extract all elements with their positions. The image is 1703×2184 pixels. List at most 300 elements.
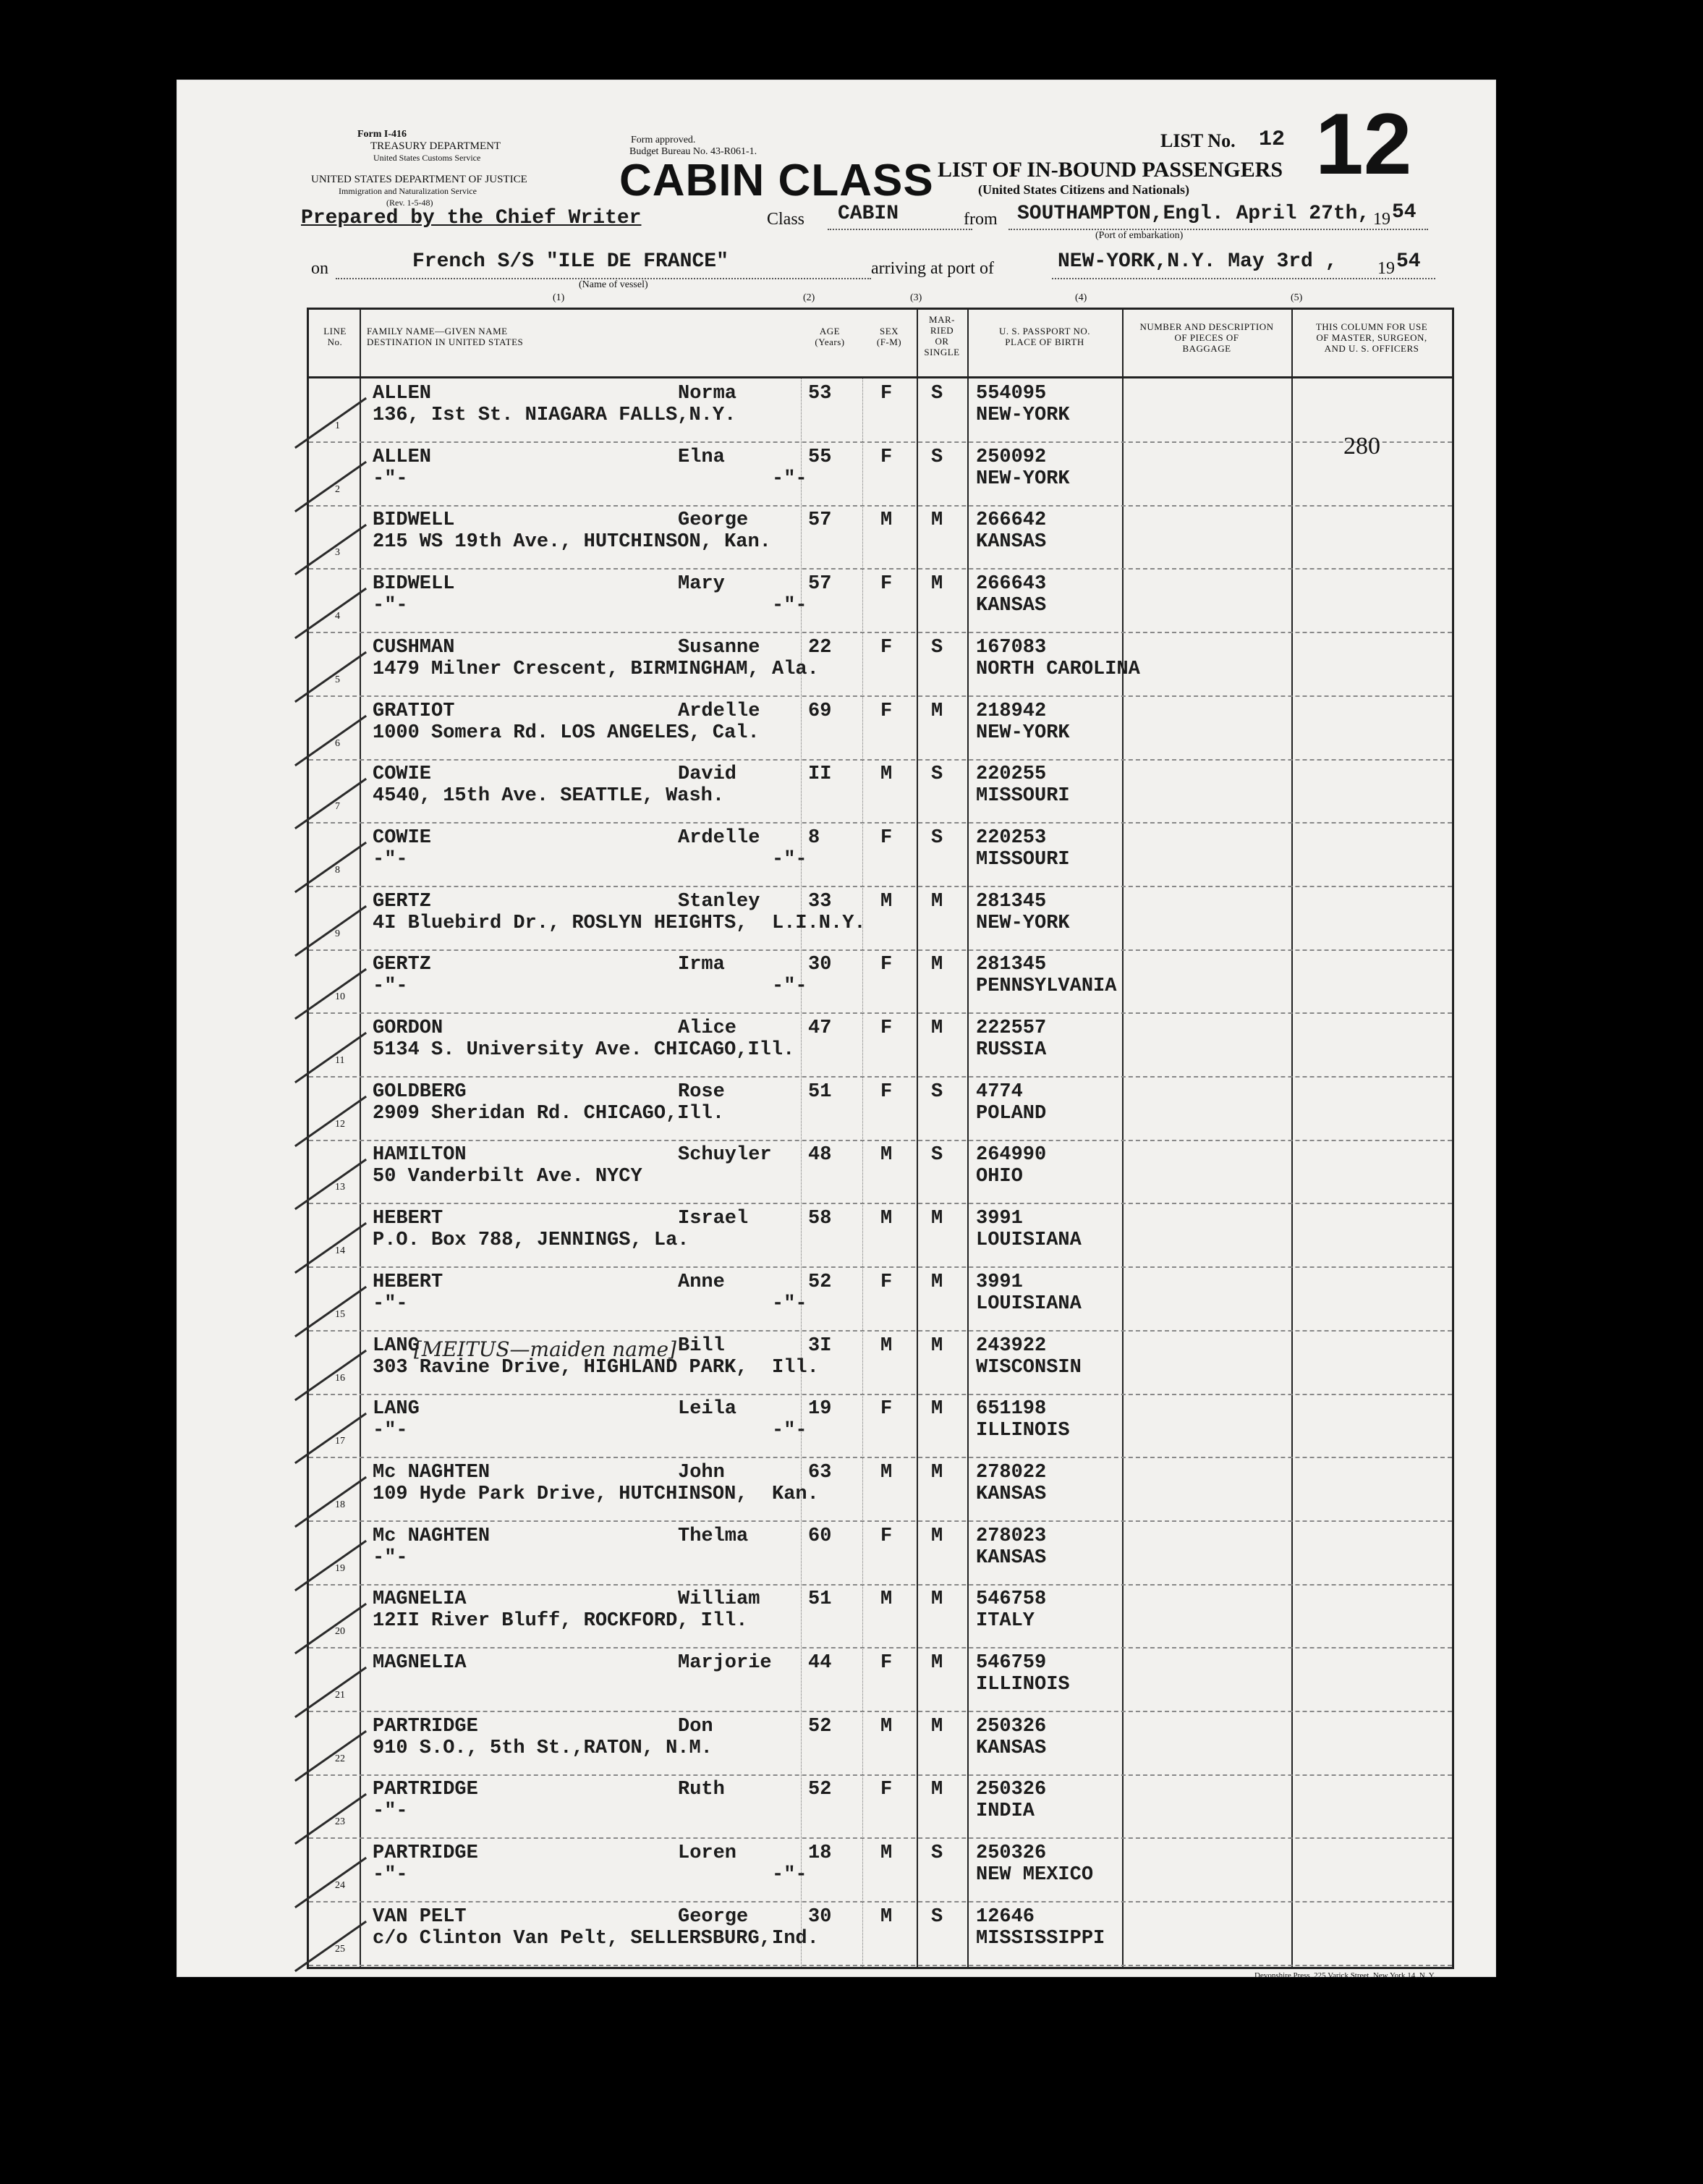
dept-customs: United States Customs Service xyxy=(373,153,481,163)
given-name: John xyxy=(678,1461,725,1483)
from-value: SOUTHAMPTON,Engl. April 27th, xyxy=(1017,203,1370,225)
family-name: GRATIOT xyxy=(373,700,455,722)
given-name: Susanne xyxy=(678,636,760,659)
passport-number: 278023 xyxy=(976,1525,1047,1547)
age: 57 xyxy=(808,509,832,532)
address: -"- xyxy=(373,467,408,490)
line-number: 19 xyxy=(335,1562,345,1574)
table-row xyxy=(309,1584,1452,1648)
marital-status: M xyxy=(931,1779,943,1801)
passport-number: 4774 xyxy=(976,1080,1023,1103)
pen-checkmark xyxy=(294,461,367,512)
given-name: Ruth xyxy=(678,1779,725,1801)
line-number: 9 xyxy=(335,928,340,939)
line-number: 23 xyxy=(335,1816,345,1828)
passport-number: 243922 xyxy=(976,1334,1047,1357)
age: 53 xyxy=(808,383,832,405)
marital-status: M xyxy=(931,509,943,532)
sex: F xyxy=(880,1080,893,1103)
family-name: BIDWELL xyxy=(373,573,455,596)
pen-checkmark xyxy=(294,1413,367,1464)
family-name: GERTZ xyxy=(373,954,432,976)
sex: F xyxy=(880,383,893,405)
header-age: AGE (Years) xyxy=(815,326,845,347)
col-num-1: (1) xyxy=(553,292,565,303)
table-row xyxy=(309,1013,1452,1078)
pen-checkmark xyxy=(294,1476,367,1528)
sex: F xyxy=(880,573,893,596)
prepared-by: Prepared by the Chief Writer xyxy=(301,207,642,229)
passport-number: 278022 xyxy=(976,1461,1047,1483)
address-extra: Ind. xyxy=(772,1927,819,1950)
family-name: HEBERT xyxy=(373,1208,443,1230)
sex: F xyxy=(880,826,893,849)
age: 58 xyxy=(808,1208,832,1230)
pen-checkmark xyxy=(294,1349,367,1400)
address: 2909 Sheridan Rd. CHICAGO,Ill. xyxy=(373,1102,725,1125)
marital-status: S xyxy=(931,383,943,405)
place-of-birth: ITALY xyxy=(976,1610,1035,1633)
family-name: HAMILTON xyxy=(373,1144,467,1167)
table-row xyxy=(309,378,1452,443)
sex: F xyxy=(880,700,893,722)
age: 48 xyxy=(808,1144,832,1167)
table-row xyxy=(309,632,1452,697)
given-name: Don xyxy=(678,1715,713,1738)
pen-checkmark xyxy=(294,1857,367,1908)
passport-number: 222557 xyxy=(976,1017,1047,1039)
pen-checkmark xyxy=(294,714,367,766)
age: 51 xyxy=(808,1080,832,1103)
address-extra: -"- xyxy=(772,1292,807,1315)
sex: M xyxy=(880,1461,893,1483)
age: II xyxy=(808,763,832,786)
header-name: FAMILY NAME—GIVEN NAME DESTINATION IN UNITED STATES xyxy=(367,326,524,347)
given-name: Thelma xyxy=(678,1525,749,1547)
port-embark-note: (Port of embarkation) xyxy=(1095,230,1184,241)
place-of-birth: MISSISSIPPI xyxy=(976,1927,1105,1950)
given-name: Leila xyxy=(678,1398,737,1421)
marital-status: M xyxy=(931,1715,943,1738)
sex: F xyxy=(880,1779,893,1801)
pen-checkmark xyxy=(294,651,367,703)
marital-status: M xyxy=(931,890,943,913)
given-name: Schuyler xyxy=(678,1144,772,1167)
family-name: BIDWELL xyxy=(373,509,455,532)
pen-checkmark xyxy=(294,524,367,575)
passport-number: 167083 xyxy=(976,636,1047,659)
sex: F xyxy=(880,636,893,659)
age: 3I xyxy=(808,1334,832,1357)
marital-status: M xyxy=(931,1017,943,1039)
family-name: LANG xyxy=(373,1334,420,1357)
sex: M xyxy=(880,1588,893,1611)
family-name: Mc NAGHTEN xyxy=(373,1525,490,1547)
from-year-prefix: 19 xyxy=(1373,210,1390,229)
passport-number: 281345 xyxy=(976,954,1047,976)
pen-checkmark xyxy=(294,1032,367,1083)
table-row xyxy=(309,1077,1452,1141)
address: 4540, 15th Ave. SEATTLE, Wash. xyxy=(373,785,725,808)
given-name: Loren xyxy=(678,1842,737,1865)
officer-annotation: 280 xyxy=(1343,433,1380,460)
place-of-birth: INDIA xyxy=(976,1800,1035,1823)
line-number: 10 xyxy=(335,991,345,1003)
vessel-note: (Name of vessel) xyxy=(579,279,648,290)
pen-checkmark xyxy=(294,1603,367,1654)
family-name: COWIE xyxy=(373,763,432,786)
address-extra: L.I.N.Y. xyxy=(772,912,866,934)
table-row xyxy=(309,1902,1452,1966)
age: 19 xyxy=(808,1398,832,1421)
address: 5134 S. University Ave. CHICAGO,Ill. xyxy=(373,1039,795,1061)
place-of-birth: LOUISIANA xyxy=(976,1292,1082,1315)
line-number: 5 xyxy=(335,674,340,685)
line-number: 24 xyxy=(335,1880,345,1892)
address-extra: -"- xyxy=(772,975,807,998)
arriving-label: arriving at port of xyxy=(871,259,994,278)
family-name: Mc NAGHTEN xyxy=(373,1461,490,1483)
sex: F xyxy=(880,1525,893,1547)
sex: F xyxy=(880,1271,893,1293)
address: 1479 Milner Crescent, BIRMINGHAM, xyxy=(373,658,760,680)
marital-status: S xyxy=(931,763,943,786)
passport-number: 250326 xyxy=(976,1715,1047,1738)
pen-checkmark xyxy=(294,778,367,829)
place-of-birth: NEW-YORK xyxy=(976,405,1070,426)
passport-number: 651198 xyxy=(976,1398,1047,1421)
header-sex: SEX (F-M) xyxy=(876,326,902,347)
place-of-birth: MISSOURI xyxy=(976,785,1070,808)
place-of-birth: NEW-YORK xyxy=(976,467,1070,490)
family-name: GOLDBERG xyxy=(373,1080,467,1103)
dept-ins: Immigration and Naturalization Service xyxy=(339,186,477,196)
family-name: ALLEN xyxy=(373,383,432,405)
line-number: 3 xyxy=(335,547,340,559)
sex: M xyxy=(880,1208,893,1230)
table-row xyxy=(309,505,1452,570)
given-name: Marjorie xyxy=(678,1652,772,1674)
place-of-birth: PENNSYLVANIA xyxy=(976,975,1117,998)
sex: F xyxy=(880,954,893,976)
pen-checkmark xyxy=(294,1096,367,1147)
address: c/o Clinton Van Pelt, SELLERSBURG, xyxy=(373,1927,771,1950)
family-name: MAGNELIA xyxy=(373,1652,467,1674)
age: 22 xyxy=(808,636,832,659)
pen-checkmark xyxy=(294,1793,367,1845)
marital-status: S xyxy=(931,1905,943,1928)
cabin-class-stamp: CABIN CLASS xyxy=(619,156,934,206)
passport-number: 250092 xyxy=(976,446,1047,468)
address-extra: Ill. xyxy=(772,1356,819,1379)
table-row xyxy=(309,1394,1452,1458)
manifest-page xyxy=(177,80,1496,1980)
place-of-birth: POLAND xyxy=(976,1102,1047,1125)
form-approved: Form approved. xyxy=(631,135,696,145)
address-extra: Kan. xyxy=(772,1483,819,1505)
pen-checkmark xyxy=(294,1921,367,1972)
family-name: MAGNELIA xyxy=(373,1588,467,1611)
family-name: PARTRIDGE xyxy=(373,1842,478,1865)
table-row xyxy=(309,442,1452,507)
table-row xyxy=(309,696,1452,761)
address: 4I Bluebird Dr., ROSLYN HEIGHTS, xyxy=(373,912,748,934)
table-row xyxy=(309,1521,1452,1586)
address: P.O. Box 788, JENNINGS, La. xyxy=(373,1229,689,1252)
sex: M xyxy=(880,1715,893,1738)
place-of-birth: NEW-YORK xyxy=(976,912,1070,934)
passport-number: 266642 xyxy=(976,509,1047,532)
given-name: Rose xyxy=(678,1080,725,1103)
passenger-table xyxy=(307,308,1454,1969)
place-of-birth: KANSAS xyxy=(976,1737,1047,1759)
place-of-birth: OHIO xyxy=(976,1166,1023,1188)
list-number-typed: 12 xyxy=(1259,127,1286,152)
place-of-birth: KANSAS xyxy=(976,1483,1047,1505)
sex: M xyxy=(880,890,893,913)
pen-checkmark xyxy=(294,1539,367,1591)
address: 1000 Somera Rd. LOS ANGELES, Cal. xyxy=(373,721,760,744)
given-name: William xyxy=(678,1588,760,1611)
place-of-birth: LOUISIANA xyxy=(976,1229,1082,1252)
line-number: 16 xyxy=(335,1372,345,1384)
age: 60 xyxy=(808,1525,832,1547)
address: -"- xyxy=(373,1420,408,1442)
given-name: Norma xyxy=(678,383,737,405)
col-num-4: (4) xyxy=(1075,292,1087,303)
address: -"- xyxy=(373,1292,408,1315)
age: 55 xyxy=(808,446,832,468)
given-name: David xyxy=(678,763,737,786)
list-number-big: 12 xyxy=(1315,96,1412,192)
address: -"- xyxy=(373,848,408,871)
header-baggage: NUMBER AND DESCRIPTION OF PIECES OF BAGGAGE xyxy=(1139,321,1274,354)
table-row xyxy=(309,1838,1452,1902)
line-number: 21 xyxy=(335,1690,345,1701)
passport-number: 266643 xyxy=(976,573,1047,596)
line-number: 18 xyxy=(335,1499,345,1510)
arr-year: 54 xyxy=(1396,250,1421,273)
place-of-birth: ILLINOIS xyxy=(976,1420,1070,1442)
sex: F xyxy=(880,1017,893,1039)
passport-number: 220255 xyxy=(976,763,1047,786)
place-of-birth: ILLINOIS xyxy=(976,1674,1070,1696)
address-extra: -"- xyxy=(772,1864,807,1887)
age: 8 xyxy=(808,826,820,849)
address: 109 Hyde Park Drive, HUTCHINSON, xyxy=(373,1483,748,1505)
line-number: 8 xyxy=(335,864,340,876)
handwritten-note: [MEITUS—maiden name] xyxy=(414,1337,676,1361)
address: 910 S.O., 5th St.,RATON, N.M. xyxy=(373,1737,713,1759)
marital-status: M xyxy=(931,700,943,722)
passport-number: 554095 xyxy=(976,383,1047,405)
line-number: 6 xyxy=(335,737,340,749)
pen-checkmark xyxy=(294,1667,367,1718)
marital-status: M xyxy=(931,1208,943,1230)
table-row xyxy=(309,1711,1452,1776)
passport-number: 546758 xyxy=(976,1588,1047,1611)
family-name: HEBERT xyxy=(373,1271,443,1293)
table-row xyxy=(309,1140,1452,1204)
age: 69 xyxy=(808,700,832,722)
family-name: LANG xyxy=(373,1398,420,1421)
table-row xyxy=(309,949,1452,1014)
form-subtitle: (United States Citizens and Nationals) xyxy=(978,182,1190,197)
printer-imprint: Devonshire Press, 225 Varick Street, New York 14, N. Y. xyxy=(1254,1971,1436,1980)
passport-number: 12646 xyxy=(976,1905,1035,1928)
passport-number: 250326 xyxy=(976,1779,1047,1801)
age: 52 xyxy=(808,1271,832,1293)
address: 50 Vanderbilt Ave. NYCY xyxy=(373,1166,642,1188)
arr-year-prefix: 19 xyxy=(1377,259,1395,278)
age: 47 xyxy=(808,1017,832,1039)
address-extra: -"- xyxy=(772,467,807,490)
from-year: 54 xyxy=(1392,201,1417,224)
pen-checkmark xyxy=(294,968,367,1020)
line-number: 20 xyxy=(335,1626,345,1638)
place-of-birth: NEW-YORK xyxy=(976,721,1070,744)
family-name: COWIE xyxy=(373,826,432,849)
table-row xyxy=(309,1203,1452,1268)
address: 136, Ist St. NIAGARA FALLS,N.Y. xyxy=(373,405,736,426)
header-line-no: LINE No. xyxy=(323,326,347,347)
marital-status: M xyxy=(931,1588,943,1611)
vessel-name: French S/S "ILE DE FRANCE" xyxy=(412,250,729,273)
address: 303 Ravine Drive, HIGHLAND PARK, xyxy=(373,1356,748,1379)
passport-number: 264990 xyxy=(976,1144,1047,1167)
line-number: 2 xyxy=(335,483,340,495)
given-name: Mary xyxy=(678,573,725,596)
class-label: Class xyxy=(767,210,805,229)
passport-number: 218942 xyxy=(976,700,1047,722)
family-name: ALLEN xyxy=(373,446,432,468)
sex: F xyxy=(880,1398,893,1421)
marital-status: S xyxy=(931,636,943,659)
given-name: Elna xyxy=(678,446,725,468)
arriving-value: NEW-YORK,N.Y. May 3rd , xyxy=(1058,250,1338,273)
marital-status: M xyxy=(931,1398,943,1421)
given-name: Alice xyxy=(678,1017,737,1039)
address-extra: Ala. xyxy=(772,658,819,680)
place-of-birth: KANSAS xyxy=(976,1546,1047,1569)
table-row xyxy=(309,886,1452,951)
line-number: 1 xyxy=(335,420,340,431)
marital-status: M xyxy=(931,1271,943,1293)
given-name: Ardelle xyxy=(678,700,760,722)
table-row xyxy=(309,759,1452,824)
pen-checkmark xyxy=(294,1730,367,1782)
sex: M xyxy=(880,1842,893,1865)
table-row xyxy=(309,569,1452,633)
pen-checkmark xyxy=(294,905,367,956)
address-extra: -"- xyxy=(772,595,807,617)
header-officers: THIS COLUMN FOR USE OF MASTER, SURGEON, AND U. S. OFFICERS xyxy=(1315,321,1428,354)
col-num-3: (3) xyxy=(910,292,922,303)
age: 18 xyxy=(808,1842,832,1865)
line-number: 17 xyxy=(335,1436,345,1447)
marital-status: M xyxy=(931,1525,943,1547)
col-num-2: (2) xyxy=(803,292,815,303)
family-name: GERTZ xyxy=(373,890,432,913)
line-number: 12 xyxy=(335,1118,345,1130)
dept-justice: UNITED STATES DEPARTMENT OF JUSTICE xyxy=(311,174,527,185)
place-of-birth: RUSSIA xyxy=(976,1039,1047,1061)
family-name: PARTRIDGE xyxy=(373,1715,478,1738)
address: -"- xyxy=(373,595,408,617)
age: 33 xyxy=(808,890,832,913)
table-row xyxy=(309,823,1452,887)
sex: M xyxy=(880,1144,893,1167)
marital-status: S xyxy=(931,826,943,849)
dept-treasury: TREASURY DEPARTMENT xyxy=(370,140,501,152)
place-of-birth: WISCONSIN xyxy=(976,1356,1082,1379)
address-extra: -"- xyxy=(772,1420,807,1442)
place-of-birth: MISSOURI xyxy=(976,848,1070,871)
family-name: GORDON xyxy=(373,1017,443,1039)
pen-checkmark xyxy=(294,1159,367,1210)
marital-status: M xyxy=(931,1461,943,1483)
age: 52 xyxy=(808,1715,832,1738)
marital-status: S xyxy=(931,1842,943,1865)
passport-number: 3991 xyxy=(976,1271,1023,1293)
budget-bureau: Budget Bureau No. 43-R061-1. xyxy=(629,146,757,157)
form-id: Form I-416 xyxy=(357,129,407,140)
passport-number: 3991 xyxy=(976,1208,1023,1230)
sex: M xyxy=(880,1334,893,1357)
given-name: Bill xyxy=(678,1334,725,1357)
pen-checkmark xyxy=(294,588,367,639)
place-of-birth: KANSAS xyxy=(976,531,1047,554)
sex: M xyxy=(880,763,893,786)
line-number: 25 xyxy=(335,1943,345,1955)
passport-number: 281345 xyxy=(976,890,1047,913)
rev-date: (Rev. 1-5-48) xyxy=(386,198,433,208)
line-number: 4 xyxy=(335,611,340,622)
address: -"- xyxy=(373,1546,408,1569)
age: 52 xyxy=(808,1779,832,1801)
marital-status: M xyxy=(931,1334,943,1357)
from-label: from xyxy=(964,210,998,229)
marital-status: M xyxy=(931,1652,943,1674)
sex: M xyxy=(880,509,893,532)
table-row xyxy=(309,1457,1452,1522)
sex: M xyxy=(880,1905,893,1928)
table-row xyxy=(309,1267,1452,1332)
address: 12II River Bluff, ROCKFORD, Ill. xyxy=(373,1610,748,1633)
family-name: PARTRIDGE xyxy=(373,1779,478,1801)
marital-status: M xyxy=(931,573,943,596)
passport-number: 220253 xyxy=(976,826,1047,849)
line-number: 22 xyxy=(335,1753,345,1764)
list-label: LIST No. xyxy=(1160,130,1236,151)
form-title: LIST OF IN-BOUND PASSENGERS xyxy=(938,158,1283,182)
sex: F xyxy=(880,446,893,468)
pen-checkmark xyxy=(294,842,367,893)
line-number: 14 xyxy=(335,1245,345,1257)
marital-status: M xyxy=(931,954,943,976)
place-of-birth: NEW MEXICO xyxy=(976,1864,1094,1887)
age: 30 xyxy=(808,954,832,976)
line-number: 11 xyxy=(335,1055,345,1066)
place-of-birth: KANSAS xyxy=(976,595,1047,617)
given-name: Ardelle xyxy=(678,826,760,849)
marital-status: S xyxy=(931,1080,943,1103)
family-name: VAN PELT xyxy=(373,1905,467,1928)
marital-status: S xyxy=(931,1144,943,1167)
line-number: 7 xyxy=(335,801,340,813)
passport-number: 250326 xyxy=(976,1842,1047,1865)
sex: F xyxy=(880,1652,893,1674)
